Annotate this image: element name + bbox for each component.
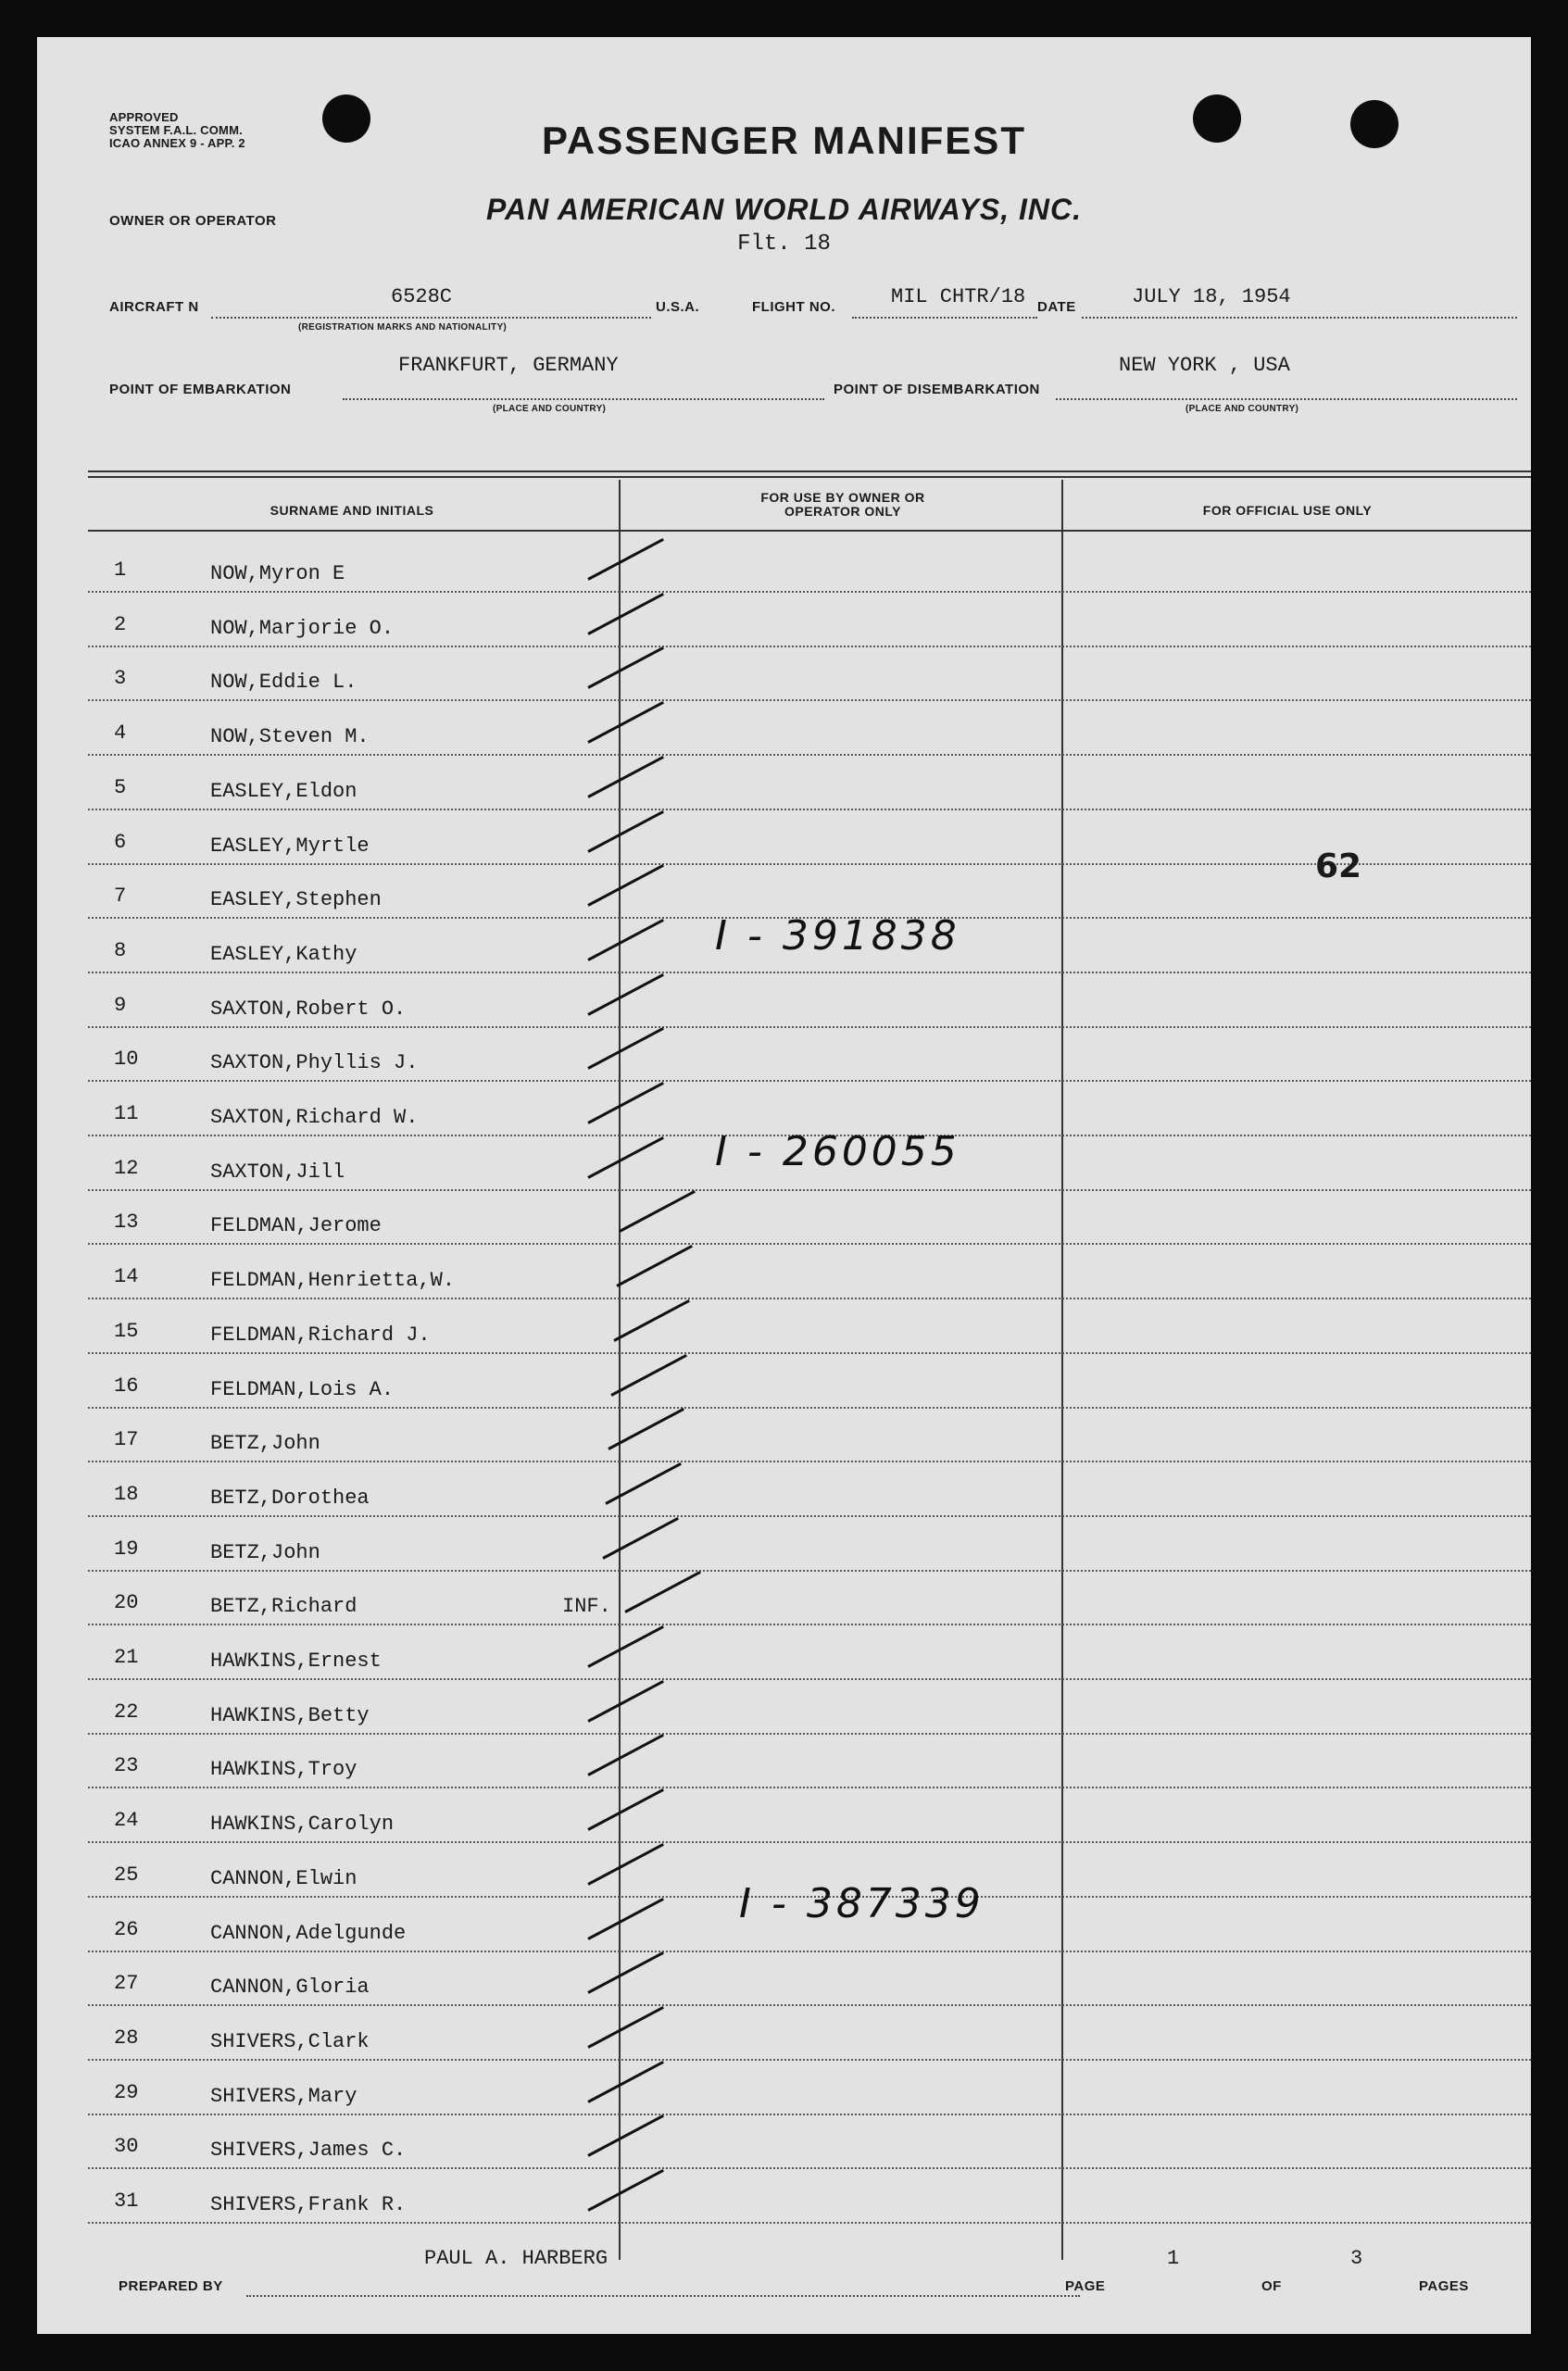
table-row xyxy=(88,1733,1531,1788)
passenger-name: NOW,Myron E xyxy=(210,562,345,585)
row-number: 31 xyxy=(114,2189,139,2213)
passenger-name: BETZ,John xyxy=(210,1432,320,1456)
row-number: 24 xyxy=(114,1809,139,1833)
row-number: 17 xyxy=(114,1428,139,1452)
table-row xyxy=(88,2168,1531,2224)
table-row xyxy=(88,1516,1531,1572)
table-row xyxy=(88,646,1531,701)
official-stamp-number: 62 xyxy=(1315,847,1362,885)
pages-label: PAGES xyxy=(1419,2278,1469,2294)
check-mark xyxy=(587,864,664,907)
disembark-place-caption: (PLACE AND COUNTRY) xyxy=(1185,404,1299,414)
check-mark xyxy=(587,593,664,635)
table-row xyxy=(88,700,1531,756)
handwritten-note-row26: I - 387339 xyxy=(739,1880,985,1927)
column-header-surname: SURNAME AND INITIALS xyxy=(270,503,434,518)
row-number: 18 xyxy=(114,1482,139,1506)
passenger-name: SAXTON,Phyllis J. xyxy=(210,1051,419,1075)
passenger-name: CANNON,Adelgunde xyxy=(210,1921,407,1945)
page-value: 1 xyxy=(1167,2247,1180,2270)
prepared-by-value: PAUL A. HARBERG xyxy=(424,2247,608,2270)
row-number: 7 xyxy=(114,884,127,909)
table-row xyxy=(88,592,1531,647)
column-header-owner-use: FOR USE BY OWNER OR OPERATOR ONLY xyxy=(760,490,925,519)
registration-caption: (REGISTRATION MARKS AND NATIONALITY) xyxy=(298,322,508,332)
check-mark xyxy=(587,538,664,581)
passenger-name: SHIVERS,Frank R. xyxy=(210,2193,407,2216)
passenger-name: FELDMAN,Henrietta,W. xyxy=(210,1269,456,1293)
date-underline xyxy=(1082,317,1517,319)
check-mark xyxy=(613,1299,690,1342)
embark-place-caption: (PLACE AND COUNTRY) xyxy=(493,404,607,414)
check-mark xyxy=(587,1680,664,1723)
table-row xyxy=(88,537,1531,593)
row-number: 20 xyxy=(114,1591,139,1615)
flight-underline xyxy=(852,317,1037,319)
row-number: 26 xyxy=(114,1917,139,1941)
row-number: 28 xyxy=(114,2026,139,2050)
row-number: 15 xyxy=(114,1319,139,1343)
usa-label: U.S.A. xyxy=(656,299,700,315)
passenger-name: NOW,Marjorie O. xyxy=(210,616,395,640)
passenger-name: SAXTON,Robert O. xyxy=(210,997,407,1021)
table-row xyxy=(88,1625,1531,1680)
prepared-underline xyxy=(246,2295,1080,2297)
passenger-name: HAWKINS,Troy xyxy=(210,1758,358,1782)
of-value: 3 xyxy=(1350,2247,1363,2270)
row-number: 13 xyxy=(114,1211,139,1235)
check-mark xyxy=(616,1245,693,1287)
passenger-name: EASLEY,Eldon xyxy=(210,779,358,803)
airline-name: PAN AMERICAN WORLD AIRWAYS, INC. xyxy=(486,193,1082,226)
passenger-name: CANNON,Elwin xyxy=(210,1866,358,1890)
passenger-name: NOW,Eddie L. xyxy=(210,671,358,695)
row-number: 25 xyxy=(114,1863,139,1887)
flight-value: MIL CHTR/18 xyxy=(891,285,1026,308)
check-mark xyxy=(587,1082,664,1124)
passenger-name: FELDMAN,Jerome xyxy=(210,1214,382,1238)
passenger-name: CANNON,Gloria xyxy=(210,1976,370,2000)
row-number: 3 xyxy=(114,667,127,691)
passenger-name: SAXTON,Richard W. xyxy=(210,1106,419,1129)
date-label: DATE xyxy=(1037,299,1076,315)
passenger-name: NOW,Steven M. xyxy=(210,725,370,749)
check-mark xyxy=(587,2169,664,2212)
table-row xyxy=(88,1407,1531,1462)
date-value: JULY 18, 1954 xyxy=(1132,285,1291,308)
row-number: 30 xyxy=(114,2135,139,2159)
passenger-note: INF. xyxy=(562,1595,611,1619)
check-mark xyxy=(587,2114,664,2157)
flight-note: Flt. 18 xyxy=(737,232,831,257)
passenger-name: EASLEY,Myrtle xyxy=(210,834,370,858)
manifest-sheet xyxy=(37,37,1531,2334)
table-row xyxy=(88,1244,1531,1299)
handwritten-note-row12: I - 260055 xyxy=(715,1128,960,1175)
check-mark xyxy=(587,973,664,1016)
disembark-label: POINT OF DISEMBARKATION xyxy=(834,382,1040,397)
check-mark xyxy=(587,1625,664,1668)
row-number: 4 xyxy=(114,721,127,746)
row-number: 9 xyxy=(114,993,127,1017)
aircraft-value: 6528C xyxy=(391,285,453,308)
page-title: PASSENGER MANIFEST xyxy=(542,119,1026,162)
row-number: 19 xyxy=(114,1537,139,1561)
check-mark xyxy=(587,646,664,689)
passenger-name: BETZ,Dorothea xyxy=(210,1486,370,1510)
row-number: 2 xyxy=(114,612,127,636)
row-number: 12 xyxy=(114,1156,139,1180)
row-number: 29 xyxy=(114,2080,139,2104)
table-row xyxy=(88,2060,1531,2115)
check-mark xyxy=(587,809,664,852)
table-row xyxy=(88,1026,1531,1082)
header-underline xyxy=(88,530,1531,532)
check-mark xyxy=(608,1408,684,1450)
aircraft-underline xyxy=(211,317,651,319)
passenger-name: FELDMAN,Richard J. xyxy=(210,1323,431,1347)
row-number: 1 xyxy=(114,558,127,582)
page-label: PAGE xyxy=(1065,2278,1106,2294)
check-mark xyxy=(587,919,664,961)
row-number: 10 xyxy=(114,1048,139,1072)
row-number: 16 xyxy=(114,1374,139,1398)
check-mark xyxy=(587,2061,664,2103)
passenger-name: SHIVERS,Mary xyxy=(210,2084,358,2108)
table-row xyxy=(88,2005,1531,2061)
passenger-name: BETZ,John xyxy=(210,1540,320,1564)
passenger-name: HAWKINS,Betty xyxy=(210,1703,370,1727)
passenger-name: HAWKINS,Carolyn xyxy=(210,1813,395,1837)
passenger-name: EASLEY,Kathy xyxy=(210,942,358,966)
check-mark xyxy=(610,1353,687,1396)
table-top-rule xyxy=(88,470,1531,472)
table-row xyxy=(88,1298,1531,1354)
disembark-underline xyxy=(1056,398,1517,400)
check-mark xyxy=(587,1951,664,1994)
check-mark xyxy=(619,1190,696,1233)
row-number: 23 xyxy=(114,1754,139,1778)
embark-value: FRANKFURT, GERMANY xyxy=(398,354,619,377)
table-top-rule xyxy=(88,476,1531,478)
row-number: 14 xyxy=(114,1265,139,1289)
check-mark xyxy=(602,1517,679,1560)
check-mark xyxy=(587,1734,664,1776)
check-mark xyxy=(587,1027,664,1070)
table-row xyxy=(88,1570,1531,1625)
row-number: 21 xyxy=(114,1646,139,1669)
table-row xyxy=(88,1788,1531,1843)
passenger-name: SAXTON,Jill xyxy=(210,1160,345,1184)
of-label: OF xyxy=(1261,2278,1282,2294)
table-row xyxy=(88,755,1531,810)
passenger-name: HAWKINS,Ernest xyxy=(210,1650,382,1673)
check-mark xyxy=(587,1136,664,1179)
check-mark xyxy=(587,701,664,744)
check-mark xyxy=(587,1897,664,1939)
passenger-name: SHIVERS,James C. xyxy=(210,2139,407,2163)
table-row xyxy=(88,1679,1531,1735)
passenger-name: SHIVERS,Clark xyxy=(210,2029,370,2053)
row-number: 6 xyxy=(114,830,127,854)
owner-label: OWNER OR OPERATOR xyxy=(109,213,277,229)
check-mark xyxy=(587,2006,664,2049)
table-row xyxy=(88,972,1531,1028)
row-number: 11 xyxy=(114,1102,139,1125)
check-mark xyxy=(587,1788,664,1831)
handwritten-note-row8: I - 391838 xyxy=(715,912,960,960)
disembark-value: NEW YORK , USA xyxy=(1119,354,1290,377)
row-number: 5 xyxy=(114,775,127,799)
aircraft-label: AIRCRAFT N xyxy=(109,299,199,315)
passenger-name: BETZ,Richard xyxy=(210,1595,358,1619)
table-row xyxy=(88,2114,1531,2169)
embark-underline xyxy=(343,398,824,400)
row-number: 27 xyxy=(114,1972,139,1996)
approval-stamp: APPROVED SYSTEM F.A.L. COMM. ICAO ANNEX 9 - APP. 2 xyxy=(109,110,245,150)
embark-label: POINT OF EMBARKATION xyxy=(109,382,292,397)
row-number: 22 xyxy=(114,1700,139,1724)
prepared-by-label: PREPARED BY xyxy=(119,2278,223,2294)
table-row xyxy=(88,1951,1531,2006)
column-header-official-use: FOR OFFICIAL USE ONLY xyxy=(1202,503,1373,518)
table-row xyxy=(88,1461,1531,1517)
check-mark xyxy=(624,1571,701,1613)
passenger-name: EASLEY,Stephen xyxy=(210,888,382,912)
table-row xyxy=(88,1189,1531,1245)
check-mark xyxy=(587,756,664,798)
check-mark xyxy=(587,1843,664,1886)
check-mark xyxy=(605,1462,682,1505)
passenger-name: FELDMAN,Lois A. xyxy=(210,1377,395,1401)
flight-label: FLIGHT NO. xyxy=(752,299,835,315)
table-row xyxy=(88,1353,1531,1409)
row-number: 8 xyxy=(114,938,127,962)
